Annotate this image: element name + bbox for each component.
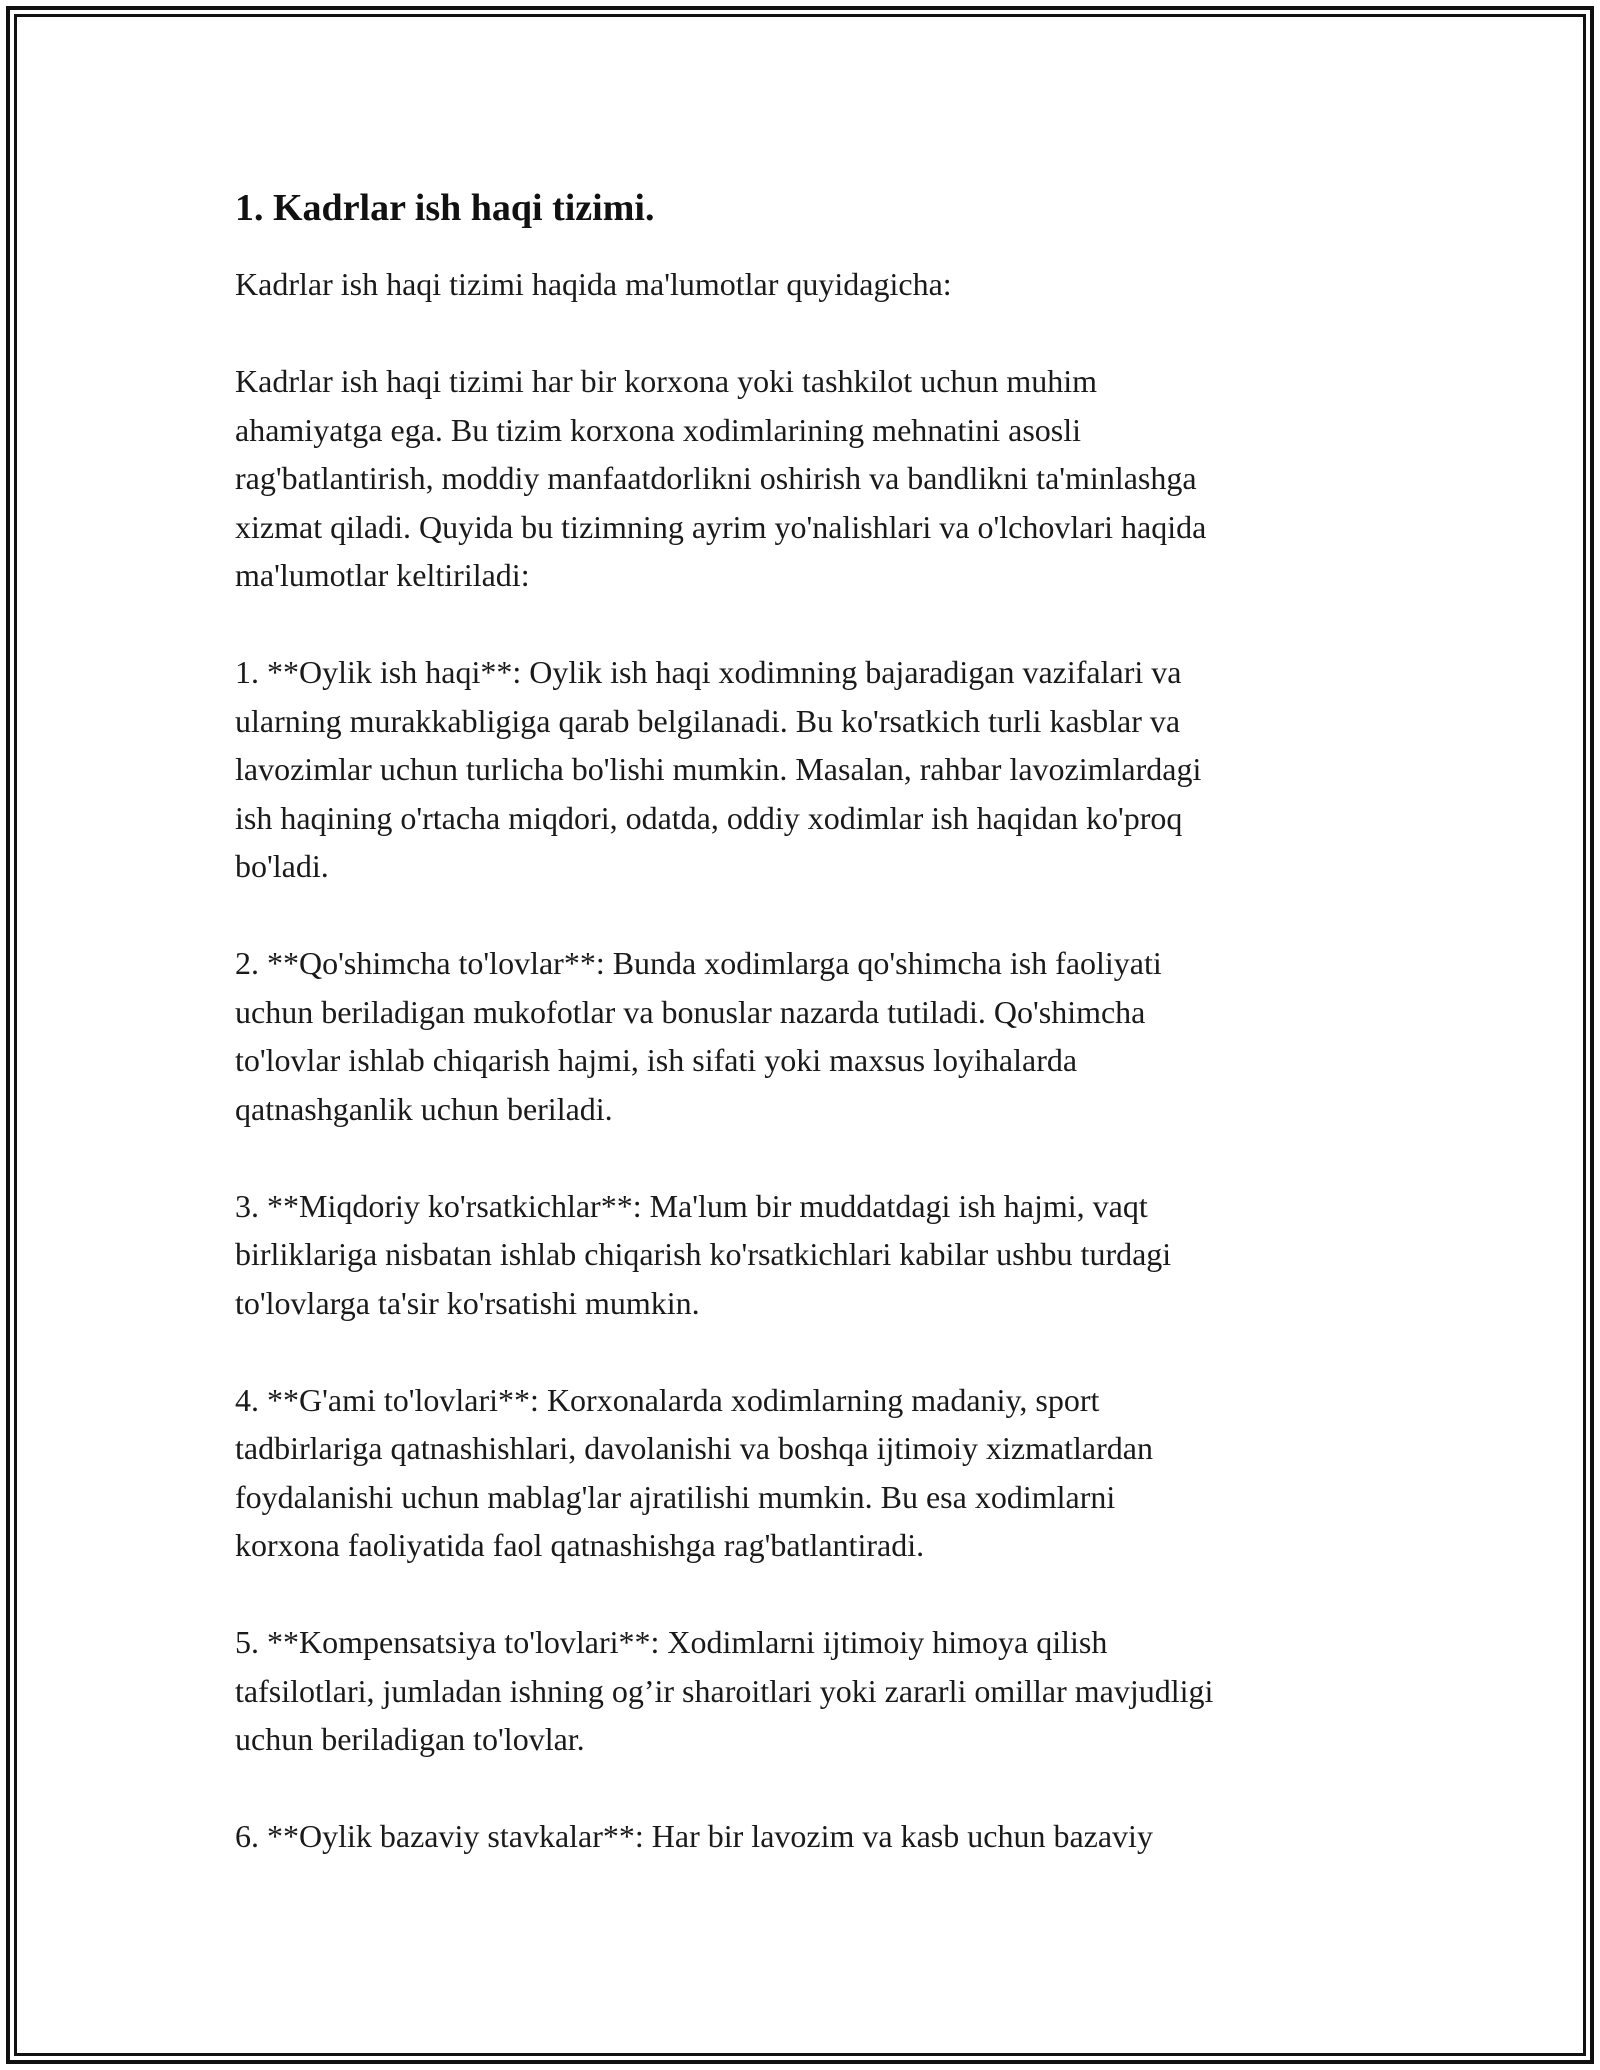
paragraph — [235, 260, 1375, 309]
text-line: ularning murakkabligiga qarab belgilanadi. Bu ko'rsatkich turli kasblar va — [235, 702, 1181, 739]
section-heading: 1. Kadrlar ish haqi tizimi. — [235, 187, 655, 229]
text-line: 2. **Qo'shimcha to'lovlar**: Bunda xodimlarga qo'shimcha ish faoliyati — [235, 945, 1162, 981]
text-line: qatnashganlik uchun beriladi. — [235, 1090, 613, 1127]
text-line: korxona faoliyatida faol qatnashishga rag'batlantiradi. — [235, 1527, 925, 1563]
text-line: lavozimlar uchun turlicha bo'lishi mumkin. Masalan, rahbar lavozimlardagi — [235, 751, 1202, 787]
text-line: uchun beriladigan to'lovlar. — [235, 1721, 585, 1757]
paragraph — [235, 1618, 1375, 1764]
paragraph — [235, 357, 1375, 600]
text-line: uchun beriladigan mukofotlar va bonuslar nazarda tutiladi. Qo'shimcha — [235, 993, 1146, 1030]
text-line: tafsilotlari, jumladan ishning og’ir sharoitlari yoki zararli omillar mavjudligi — [235, 1672, 1214, 1709]
text-line: tadbirlariga qatnashishlari, davolanishi va boshqa ijtimoiy xizmatlardan — [235, 1430, 1153, 1466]
document-body — [235, 184, 1375, 1909]
text-line: 5. **Kompensatsiya to'lovlari**: Xodimlarni ijtimoiy himoya qilish — [235, 1624, 1108, 1660]
paragraph — [235, 1812, 1375, 1861]
text-line: 4. **G'ami to'lovlari**: Korxonalarda xodimlarning madaniy, sport — [235, 1381, 1100, 1418]
paragraph-list — [235, 260, 1375, 1861]
paragraph — [235, 1182, 1375, 1328]
text-line: ma'lumotlar keltiriladi: — [235, 557, 530, 593]
text-line: ahamiyatga ega. Bu tizim korxona xodimlarining mehnatini asosli — [235, 411, 1082, 448]
paragraph — [235, 939, 1375, 1133]
text-line: to'lovlar ishlab chiqarish hajmi, ish sifati yoki maxsus loyihalarda — [235, 1042, 1078, 1078]
text-line: birliklariga nisbatan ishlab chiqarish ko'rsatkichlari kabilar ushbu turdagi — [235, 1236, 1172, 1272]
text-line: 1. **Oylik ish haqi**: Oylik ish haqi xodimning bajaradigan vazifalari va — [235, 654, 1182, 690]
text-line: 6. **Oylik bazaviy stavkalar**: Har bir lavozim va kasb uchun bazaviy — [235, 1818, 1153, 1854]
paragraph — [235, 648, 1375, 891]
text-line: ish haqining o'rtacha miqdori, odatda, oddiy xodimlar ish haqidan ko'proq — [235, 799, 1183, 836]
paragraph — [235, 1376, 1375, 1570]
text-line: to'lovlarga ta'sir ko'rsatishi mumkin. — [235, 1284, 700, 1321]
text-line: foydalanishi uchun mablag'lar ajratilishi mumkin. Bu esa xodimlarni — [235, 1478, 1116, 1515]
text-line: xizmat qiladi. Quyida bu tizimning ayrim yo'nalishlari va o'lchovlari haqida — [235, 508, 1207, 545]
text-line: rag'batlantirish, moddiy manfaatdorlikni oshirish va bandlikni ta'minlashga — [235, 460, 1197, 496]
text-line: Kadrlar ish haqi tizimi har bir korxona yoki tashkilot uchun muhim — [235, 363, 1098, 399]
text-line: 3. **Miqdoriy ko'rsatkichlar**: Ma'lum bir muddatdagi ish hajmi, vaqt — [235, 1187, 1148, 1224]
text-line: bo'ladi. — [235, 848, 329, 884]
text-line: Kadrlar ish haqi tizimi haqida ma'lumotlar quyidagicha: — [235, 266, 952, 302]
